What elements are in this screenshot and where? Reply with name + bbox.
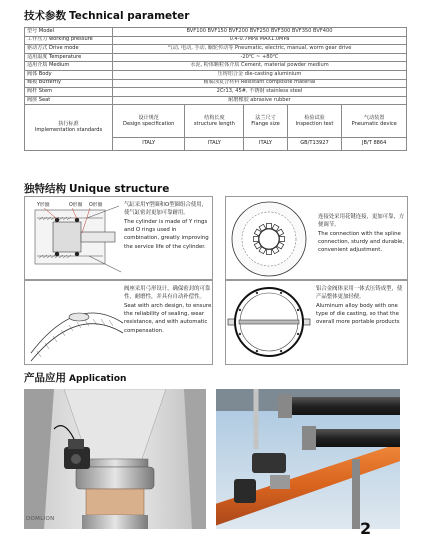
label-y-ring: Y形圈 xyxy=(37,203,50,208)
spline-tooth xyxy=(267,250,272,255)
std-value-design: ITALY xyxy=(113,138,185,151)
label-o-ring-1: O形圈 xyxy=(69,203,83,208)
panel-arch-seat-caption: 阀座采用弓形设计，确保密封的可靠性，耐磨性，并具有自动补偿性。 Seat with arch design, to ensure the reliability of sealing, wear resistance, and with automatic compensation. xyxy=(124,286,212,334)
std-header-flange: 法兰尺寸 Flange size xyxy=(244,105,287,138)
std-header-length: 结构长度 structure length xyxy=(185,105,244,138)
spline-connection-diagram xyxy=(228,198,310,280)
std-header-pneumatic: 气动装置 Pneumatic device xyxy=(342,105,407,138)
bolt-hole xyxy=(256,292,258,294)
std-value-pneumatic: JB/T 8864 xyxy=(342,138,407,151)
spec-row-medium: 适用介质 Medium 水泥, 粉体颗粒体介质 Cement, material powder medium xyxy=(25,62,407,71)
panel-body xyxy=(225,280,408,365)
panel-arch-seat xyxy=(24,280,213,365)
spline-tooth xyxy=(254,237,259,242)
std-value-length: ITALY xyxy=(185,138,244,151)
spec-row-stem: 阀杆 Stem 2Cr13, 45#, 不锈钢 stainless steel xyxy=(25,88,407,97)
panel-body-caption: 铝合金阀体采用一体式压铸成型，使产品整体更加轻便。 Aluminum alloy body with one type of die casting, so that the overall more portable products xyxy=(316,286,403,326)
std-value-flange: ITALY xyxy=(244,138,287,151)
standards-label: 执行标准 Implementation standards xyxy=(25,105,113,151)
panel-spline xyxy=(225,196,408,280)
cylinder-seal-diagram xyxy=(27,198,123,280)
bolt-hole xyxy=(239,309,241,311)
application-heading: 产品应用 Application xyxy=(24,372,127,384)
application-photo-pipeline xyxy=(216,389,400,529)
valve-body-diagram xyxy=(226,283,312,365)
bolt-hole xyxy=(297,309,299,311)
unique-structure-heading: 独特结构 Unique structure xyxy=(24,183,170,195)
spec-row-seat: 阀座 Seat 耐磨橡胶 abrasive rubber xyxy=(25,96,407,105)
panel-spline-caption: 连接处采用花键连接，更加可靠，方便调节。 The connection with the spline connection, sturdy and durable, convenient adjustment. xyxy=(318,214,405,254)
brand-watermark: DOMLION xyxy=(26,516,55,522)
panel-cylinder-caption: 气缸采用Y型圈和O型圈组合使用，使气缸密封更加可靠耐用。 The cylinder is made of Y rings and O rings used in combination, greatly improving the service life of the cylinder. xyxy=(124,202,209,250)
spline-tooth xyxy=(267,224,272,229)
spec-row-drive: 驱动方式 Drive mode 气动, 电动, 手动, 蜗轮传动等 Pneumatic, electric, manual, worm gear drive xyxy=(25,45,407,54)
spec-row-temperature: 适用温度 Temperature -20℃ ~ +80℃ xyxy=(25,53,407,62)
spec-row-body: 阀体 Body 压铸铝合金 die-casting aluminium xyxy=(25,70,407,79)
spline-tooth xyxy=(280,237,285,242)
bolt-hole xyxy=(297,333,299,335)
spec-row-butterfly: 蝶板 Butterfly 耐腐蚀复合材料 Resistant composite material xyxy=(25,79,407,88)
arch-seat-diagram xyxy=(27,283,127,365)
std-header-inspection: 检验试验 Inspection test xyxy=(287,105,342,138)
application-photo-silo xyxy=(24,389,206,529)
bolt-hole xyxy=(280,350,282,352)
spec-row-pressure: 工作压力 working pressure 0.4-0.7MPa MAX1.0MPa xyxy=(25,36,407,45)
bolt-hole xyxy=(256,350,258,352)
spec-row-model: 型号 Model BVF100 BVF150 BVF200 BVF250 BVF300 BVF350 BVF400 xyxy=(25,28,407,37)
panel-cylinder xyxy=(24,196,213,280)
bolt-hole xyxy=(280,292,282,294)
std-header-design: 设计规范 Design specification xyxy=(113,105,185,138)
bolt-hole xyxy=(239,333,241,335)
std-value-inspection: GB/T13927 xyxy=(287,138,342,151)
technical-parameter-heading: 技术参数 Technical parameter xyxy=(24,10,190,22)
page-number: 2 xyxy=(360,519,372,538)
spec-table xyxy=(24,27,407,151)
label-o-ring-2: O形圈 xyxy=(89,203,103,208)
